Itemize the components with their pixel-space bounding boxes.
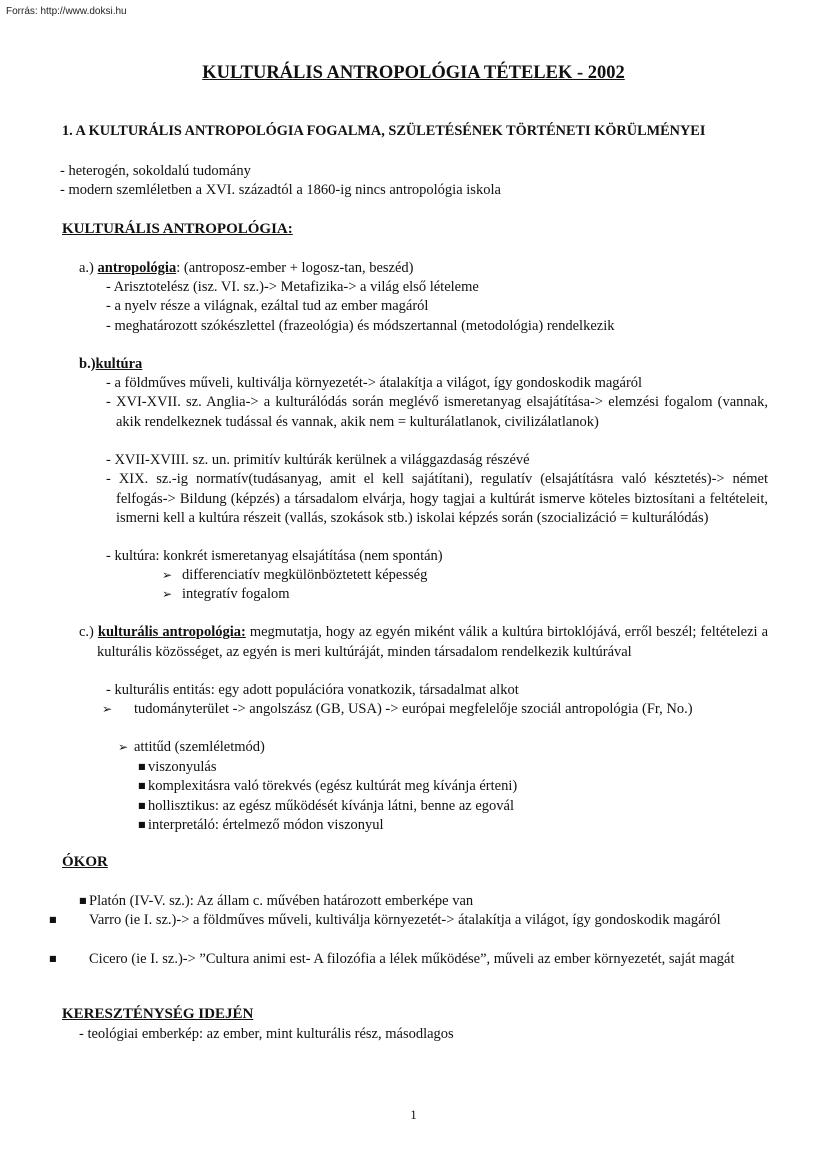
item-c-term: kulturális antropológia: bbox=[97, 624, 246, 640]
okor-item-1-text: Platón (IV-V. sz.): Az állam c. művében határozott emberképe van bbox=[89, 893, 474, 909]
item-c-sub-1 bbox=[102, 700, 768, 720]
okor-item-1 bbox=[79, 891, 473, 912]
item-a-header bbox=[79, 259, 414, 279]
okor-heading: ÓKOR bbox=[62, 854, 108, 870]
square-bullet-icon: ■ bbox=[49, 915, 57, 924]
item-b-term: kultúra bbox=[95, 356, 143, 372]
item-c-marker: c.) bbox=[79, 624, 94, 640]
arrow-bullet-icon: ➢ bbox=[162, 568, 173, 582]
item-c-header bbox=[79, 623, 768, 662]
source-label: Forrás: http://www.doksi.hu bbox=[6, 6, 127, 17]
item-c-sub-2 bbox=[118, 738, 265, 758]
item-b-sub-2 bbox=[162, 585, 290, 605]
kereszt-line: - teológiai emberkép: az ember, mint kulturális rész, másodlagos bbox=[79, 1026, 454, 1042]
item-a-line-1: - Arisztotelész (isz. VI. sz.)-> Metafizika-> a világ első lételeme bbox=[106, 279, 479, 295]
item-c-bullet-4-text: interpretáló: értelmező módon viszonyul bbox=[148, 817, 384, 833]
item-b-line-5: - kultúra: konkrét ismeretanyag elsajátítása (nem spontán) bbox=[106, 548, 443, 564]
item-a-marker: a.) bbox=[79, 260, 94, 276]
item-c-bullet-1 bbox=[138, 757, 216, 778]
item-b-sub-1 bbox=[162, 566, 427, 586]
arrow-bullet-icon: ➢ bbox=[162, 587, 173, 601]
square-bullet-icon: ■ bbox=[79, 896, 87, 905]
intro-line-2: - modern szemléletben a XVI. századtól a 1860-ig nincs antropológia iskola bbox=[60, 182, 501, 198]
item-c-line-1: - kulturális entitás: egy adott populációra vonatkozik, társadalmat alkot bbox=[106, 682, 519, 698]
intro-line-1: - heterogén, sokoldalú tudomány bbox=[60, 163, 251, 179]
item-c-rest: megmutatja, hogy az egyén miként válik a kultúra birtoklójává, erről beszél; feltételezi a kulturális közösséget, az egyén is meri kultúráját, minden társadalom rendelkezik kultúrával bbox=[97, 624, 769, 660]
square-bullet-icon: ■ bbox=[138, 820, 146, 829]
okor-item-3 bbox=[49, 949, 768, 970]
item-b-line-3: - XVII-XVIII. sz. un. primitív kultúrák kerülnek a világgazdaság részévé bbox=[106, 452, 530, 468]
item-b-line-4-text: - XIX. sz.-ig normatív(tudásanyag, amit el kell sajátítani), regulatív (elsajátításra való késztetés)-> német felfogás-> Bildung (képzés) a társadalom elvárja, hogy tagjai a kultúrát ismerve köteles biztosítani a feltételeit, ismerni kell a kultúra részeit (vallás, szokások stb.) iskolai képzés során (szocializáció = kulturálódás) bbox=[106, 471, 768, 526]
item-b-line-2 bbox=[106, 393, 768, 432]
kulturalis-antropologia-heading: KULTURÁLIS ANTROPOLÓGIA: bbox=[62, 221, 293, 237]
square-bullet-icon: ■ bbox=[138, 762, 146, 771]
item-b-sub-1-text: differenciatív megkülönböztetett képesség bbox=[182, 567, 428, 583]
square-bullet-icon: ■ bbox=[138, 781, 146, 790]
item-b-sub-2-text: integratív fogalom bbox=[182, 586, 290, 602]
okor-item-2 bbox=[49, 910, 768, 931]
item-c-bullet-2-text: komplexitásra való törekvés (egész kultúrát meg kívánja érteni) bbox=[148, 778, 518, 794]
kereszt-heading: KERESZTÉNYSÉG IDEJÉN bbox=[62, 1006, 254, 1022]
item-b-marker: b.) bbox=[79, 356, 96, 372]
item-c-bullet-4 bbox=[138, 815, 384, 836]
item-b-line-4 bbox=[106, 470, 768, 529]
item-c-bullet-3 bbox=[138, 796, 514, 817]
item-c-sub-1-text: tudományterület -> angolszász (GB, USA) -> európai megfelelője szociál antropológia (Fr, No.) bbox=[134, 701, 693, 717]
page-title: KULTURÁLIS ANTROPOLÓGIA TÉTELEK - 2002 bbox=[202, 63, 625, 83]
page-number: 1 bbox=[410, 1107, 417, 1122]
square-bullet-icon: ■ bbox=[138, 801, 146, 810]
okor-item-3-text: Cicero (ie I. sz.)-> ”Cultura animi est- A filozófia a lélek működése”, műveli az ember környezetét, saját magát bbox=[89, 951, 735, 967]
item-b-line-2-text: - XVI-XVII. sz. Anglia-> a kulturálódás során meglévő ismeretanyag elsajátítása-> elemzési fogalom (vannak, akik rendelkeznek tudással és vannak, akik nem = kulturálatlanok, civilizálatlanok) bbox=[106, 394, 768, 430]
item-a-rest: : (antroposz-ember + logosz-tan, beszéd) bbox=[176, 260, 414, 276]
item-a-line-3: - meghatározott szókészlettel (frazeológia) és módszertannal (metodológia) rendelkezik bbox=[106, 318, 615, 334]
arrow-bullet-icon: ➢ bbox=[118, 740, 129, 754]
item-b-header bbox=[79, 355, 142, 375]
square-bullet-icon: ■ bbox=[49, 954, 57, 963]
item-a-term: antropológia bbox=[97, 260, 177, 276]
arrow-bullet-icon: ➢ bbox=[102, 702, 113, 716]
item-c-bullet-3-text: hollisztikus: az egész működését kívánja látni, benne az egovál bbox=[148, 798, 515, 814]
item-c-sub-2-text: attitűd (szemléletmód) bbox=[134, 739, 265, 755]
section-heading-1: 1. A KULTURÁLIS ANTROPOLÓGIA FOGALMA, SZÜLETÉSÉNEK TÖRTÉNETI KÖRÜLMÉNYEI bbox=[62, 123, 706, 139]
item-b-line-1: - a földműves műveli, kultiválja környezetét-> átalakítja a világot, így gondoskodik magáról bbox=[106, 375, 643, 391]
okor-item-2-text: Varro (ie I. sz.)-> a földműves műveli, kultiválja környezetét-> átalakítja a világot, így gondoskodik magáról bbox=[89, 912, 721, 928]
item-c-bullet-1-text: viszonyulás bbox=[148, 759, 217, 775]
item-c-bullet-2 bbox=[138, 776, 517, 797]
item-a-line-2: - a nyelv része a világnak, ezáltal tud az ember magáról bbox=[106, 298, 429, 314]
